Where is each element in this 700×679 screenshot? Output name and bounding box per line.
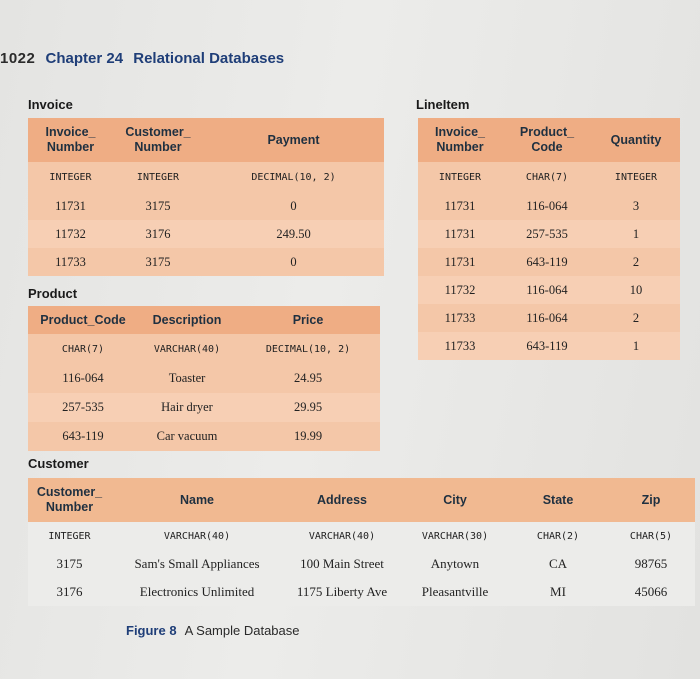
customer-cell: 45066: [607, 578, 695, 606]
table-row: [28, 422, 380, 451]
customer-cell: Electronics Unlimited: [111, 578, 283, 606]
lineitem-cell: 11731: [418, 192, 502, 220]
lineitem-cell: 1: [592, 332, 680, 360]
customer-cell: 3176: [28, 578, 111, 606]
customer-cell: CA: [509, 550, 607, 578]
lineitem-cell: 2: [592, 248, 680, 276]
lineitem-cell: CHAR(7): [502, 162, 592, 192]
customer-cell: Sam's Small Appliances: [111, 550, 283, 578]
lineitem-cell: Invoice_ Number: [418, 118, 502, 162]
invoice-cell: INTEGER: [28, 162, 113, 192]
invoice-cell: 11733: [28, 248, 113, 276]
lineitem-cell: INTEGER: [418, 162, 502, 192]
customer-cell: Address: [283, 478, 401, 522]
customer-cell: Customer_ Number: [28, 478, 111, 522]
customer-cell: MI: [509, 578, 607, 606]
product-cell: 19.99: [236, 422, 380, 451]
invoice-cell: 3175: [113, 248, 203, 276]
invoice-cell: 11732: [28, 220, 113, 248]
page-header: [0, 50, 284, 67]
product-cell: 257-535: [28, 393, 138, 422]
lineitem-cell: 116-064: [502, 304, 592, 332]
lineitem-cell: 116-064: [502, 276, 592, 304]
chapter-label: Chapter 24: [45, 50, 124, 67]
customer-type-row: [28, 522, 695, 550]
product-cell: 29.95: [236, 393, 380, 422]
lineitem-cell: 11733: [418, 304, 502, 332]
lineitem-cell: Quantity: [592, 118, 680, 162]
figure-label: Figure 8: [126, 623, 177, 638]
lineitem-type-row: [418, 162, 680, 192]
figure-caption: [126, 623, 299, 638]
lineitem-table-title: LineItem: [416, 97, 470, 112]
product-table-title: Product: [28, 286, 78, 301]
table-row: [28, 578, 695, 606]
invoice-type-row: [28, 162, 384, 192]
customer-cell: Pleasantville: [401, 578, 509, 606]
table-row: [418, 248, 680, 276]
product-cell: Product_Code: [28, 306, 138, 334]
invoice-cell: 0: [203, 192, 384, 220]
product-cell: Price: [236, 306, 380, 334]
product-cell: Toaster: [138, 364, 236, 393]
customer-cell: 3175: [28, 550, 111, 578]
lineitem-header-row: [418, 118, 680, 162]
invoice-table-title: Invoice: [28, 97, 73, 112]
customer-cell: VARCHAR(40): [111, 522, 283, 550]
product-header-row: [28, 306, 380, 334]
lineitem-cell: INTEGER: [592, 162, 680, 192]
lineitem-cell: 116-064: [502, 192, 592, 220]
lineitem-cell: Product_ Code: [502, 118, 592, 162]
customer-cell: 98765: [607, 550, 695, 578]
invoice-cell: Invoice_ Number: [28, 118, 113, 162]
customer-cell: Name: [111, 478, 283, 522]
invoice-cell: Customer_ Number: [113, 118, 203, 162]
invoice-cell: INTEGER: [113, 162, 203, 192]
lineitem-cell: 643-119: [502, 248, 592, 276]
product-type-row: [28, 334, 380, 364]
table-row: [28, 364, 380, 393]
chapter-title: Relational Databases: [133, 50, 285, 67]
customer-cell: State: [509, 478, 607, 522]
invoice-cell: DECIMAL(10, 2): [203, 162, 384, 192]
lineitem-cell: 11732: [418, 276, 502, 304]
invoice-cell: Payment: [203, 118, 384, 162]
lineitem-cell: 3: [592, 192, 680, 220]
customer-cell: 100 Main Street: [283, 550, 401, 578]
invoice-cell: 11731: [28, 192, 113, 220]
invoice-cell: 0: [203, 248, 384, 276]
product-cell: 24.95: [236, 364, 380, 393]
product-cell: Description: [138, 306, 236, 334]
invoice-header-row: [28, 118, 384, 162]
customer-cell: City: [401, 478, 509, 522]
customer-cell: VARCHAR(30): [401, 522, 509, 550]
lineitem-cell: 257-535: [502, 220, 592, 248]
table-row: [28, 220, 384, 248]
product-table: [28, 306, 380, 451]
invoice-cell: 3176: [113, 220, 203, 248]
product-cell: CHAR(7): [28, 334, 138, 364]
invoice-cell: 249.50: [203, 220, 384, 248]
customer-cell: INTEGER: [28, 522, 111, 550]
table-row: [28, 550, 695, 578]
customer-table-title: Customer: [28, 456, 89, 471]
table-row: [418, 332, 680, 360]
table-row: [418, 220, 680, 248]
lineitem-cell: 2: [592, 304, 680, 332]
product-cell: Car vacuum: [138, 422, 236, 451]
lineitem-cell: 10: [592, 276, 680, 304]
lineitem-cell: 1: [592, 220, 680, 248]
lineitem-cell: 11731: [418, 248, 502, 276]
table-row: [418, 304, 680, 332]
lineitem-cell: 11731: [418, 220, 502, 248]
product-cell: 116-064: [28, 364, 138, 393]
customer-cell: CHAR(2): [509, 522, 607, 550]
product-cell: DECIMAL(10, 2): [236, 334, 380, 364]
customer-cell: 1175 Liberty Ave: [283, 578, 401, 606]
invoice-table: [28, 118, 384, 276]
page-number: 1022: [0, 50, 36, 67]
figure-text: A Sample Database: [184, 623, 300, 638]
lineitem-cell: 11733: [418, 332, 502, 360]
table-row: [418, 192, 680, 220]
customer-header-row: [28, 478, 695, 522]
lineitem-table: [418, 118, 680, 360]
table-row: [28, 248, 384, 276]
invoice-cell: 3175: [113, 192, 203, 220]
product-cell: 643-119: [28, 422, 138, 451]
product-cell: VARCHAR(40): [138, 334, 236, 364]
lineitem-cell: 643-119: [502, 332, 592, 360]
table-row: [418, 276, 680, 304]
customer-table: [28, 478, 695, 606]
table-row: [28, 192, 384, 220]
customer-cell: VARCHAR(40): [283, 522, 401, 550]
customer-cell: Anytown: [401, 550, 509, 578]
table-row: [28, 393, 380, 422]
customer-cell: CHAR(5): [607, 522, 695, 550]
product-cell: Hair dryer: [138, 393, 236, 422]
customer-cell: Zip: [607, 478, 695, 522]
